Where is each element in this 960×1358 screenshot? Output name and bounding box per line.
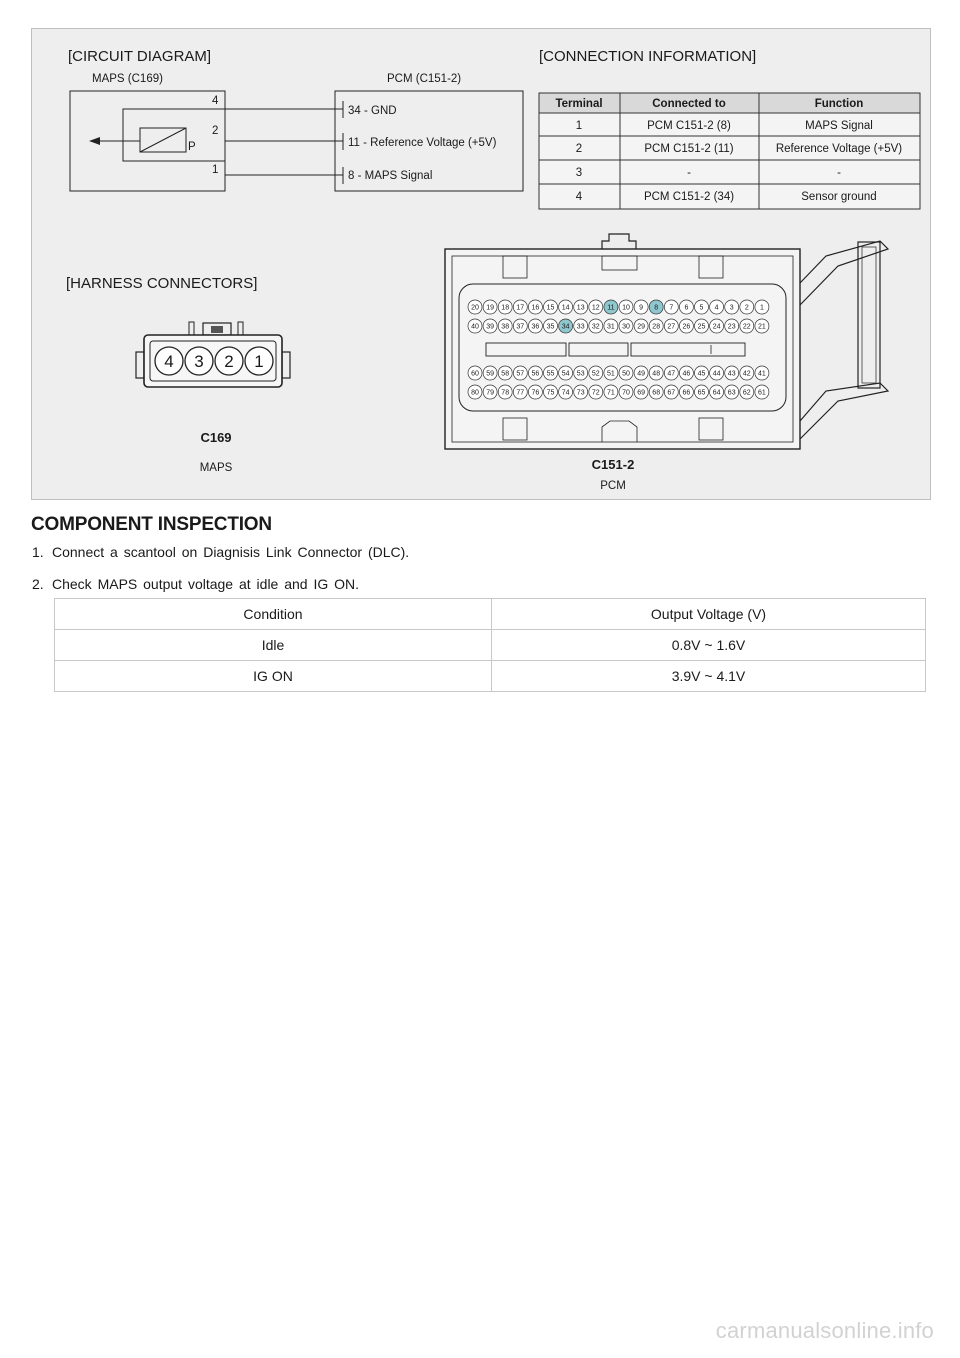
c151-pin-number: 53	[576, 370, 585, 378]
c151-pin-number: 7	[669, 304, 674, 312]
c151-pin-number: 41	[758, 370, 766, 378]
c169-name: C169	[200, 430, 232, 445]
c151-pin-number: 22	[742, 323, 751, 331]
c151-pin-number: 59	[486, 370, 494, 378]
table-header-cell: Condition	[55, 599, 492, 630]
pcm-pin-label: 11 - Reference Voltage (+5V)	[348, 137, 497, 149]
c151-pin-number: 5	[699, 304, 704, 312]
connection-cell: PCM C151-2 (34)	[643, 191, 735, 203]
c151-pin-number: 50	[622, 370, 630, 378]
c151-pin-number: 62	[742, 389, 751, 397]
c151-pin-number: 77	[516, 389, 525, 397]
c151-pin-number: 21	[758, 323, 766, 331]
c151-pin-number: 72	[591, 389, 600, 397]
c151-pin-number: 57	[516, 370, 525, 378]
c151-pin-number: 23	[727, 323, 736, 331]
component-inspection-title: COMPONENT INSPECTION	[31, 514, 272, 535]
step-number: 2.	[32, 576, 44, 592]
c169-connector	[136, 322, 290, 474]
c151-pin-number: 10	[622, 304, 630, 312]
c151-pin-number: 74	[561, 389, 570, 397]
maps-sensor-inner-box	[123, 109, 225, 161]
c151-pin-number: 20	[471, 304, 479, 312]
connection-cell: Reference Voltage (+5V)	[775, 143, 903, 155]
c151-pin-number: 35	[546, 323, 555, 331]
sensor-pin-label: 4	[212, 95, 219, 107]
table-header-cell: Output Voltage (V)	[492, 599, 926, 630]
c151-pin-number: 34	[561, 323, 570, 331]
connection-cell: PCM C151-2 (11)	[644, 143, 734, 155]
connection-header-cell: Terminal	[555, 98, 603, 110]
c151-pin-number: 67	[667, 389, 676, 397]
c151-pin-number: 36	[531, 323, 540, 331]
connection-cell: -	[837, 167, 841, 179]
pcm-pin-label: 34 - GND	[348, 105, 397, 117]
wiring-figure	[31, 28, 931, 500]
table-header-row	[55, 599, 926, 630]
c151-pin-number: 61	[758, 389, 766, 397]
c151-pin-number: 52	[591, 370, 600, 378]
table-row	[55, 661, 926, 692]
c151-pin-number: 66	[682, 389, 691, 397]
connection-cell: Sensor ground	[801, 191, 877, 203]
connection-info-heading: [CONNECTION INFORMATION]	[539, 48, 757, 65]
arrow-head-icon	[89, 137, 100, 145]
c151-pin-number: 18	[501, 304, 510, 312]
table-cell: Idle	[55, 630, 492, 661]
c151-pin-number: 14	[561, 304, 570, 312]
c151-pin-number: 15	[546, 304, 555, 312]
c151-pin-number: 27	[667, 323, 676, 331]
c151-pin-number: 63	[727, 389, 736, 397]
c151-pin-number: 55	[546, 370, 555, 378]
connection-cell: 4	[575, 191, 583, 203]
inspection-steps	[32, 540, 409, 604]
c151-pin-number: 54	[561, 370, 570, 378]
step-text: Check MAPS output voltage at idle and IG ON.	[52, 576, 360, 592]
c151-pin-number: 31	[607, 323, 615, 331]
c151-pin-number: 2	[744, 304, 749, 312]
pcm-pin-label: 8 - MAPS Signal	[348, 170, 433, 182]
c151-pin-number: 79	[486, 389, 494, 397]
c169-pin-number: 2	[224, 352, 234, 371]
c151-pin-number: 69	[637, 389, 645, 397]
c151-pin-number: 73	[576, 389, 585, 397]
c151-pin-number: 19	[486, 304, 494, 312]
maps-sensor-label: MAPS (C169)	[92, 73, 163, 85]
c151-pin-number: 17	[516, 304, 525, 312]
c151-pin-number: 76	[531, 389, 540, 397]
c151-pin-number: 13	[576, 304, 585, 312]
c151-pin-number: 65	[697, 389, 706, 397]
sensor-pin-label: 2	[212, 125, 219, 137]
c151-pin-number: 37	[516, 323, 525, 331]
c151-pin-number: 11	[607, 304, 615, 312]
connection-cell: 1	[575, 120, 583, 132]
c151-pin-number: 70	[622, 389, 630, 397]
c169-pin-number: 1	[254, 352, 264, 371]
c151-pin-number: 46	[682, 370, 691, 378]
harness-connectors-heading: [HARNESS CONNECTORS]	[66, 275, 258, 292]
c151-pin-number: 8	[654, 304, 659, 312]
c151-pin-number: 43	[727, 370, 736, 378]
c151-pin-number: 39	[486, 323, 494, 331]
c151-pin-number: 64	[712, 389, 721, 397]
c151-pin-number: 4	[714, 304, 719, 312]
c151-pin-number: 6	[684, 304, 689, 312]
table-row	[55, 630, 926, 661]
c151-pin-number: 49	[637, 370, 645, 378]
c151-pin-number: 32	[591, 323, 600, 331]
c151-pin-number: 3	[729, 304, 734, 312]
table-cell: 3.9V ~ 4.1V	[492, 661, 926, 692]
step-item	[32, 540, 409, 572]
c151-pin-number: 24	[712, 323, 721, 331]
figure-drawing	[32, 29, 932, 501]
c151-pin-number: 78	[501, 389, 510, 397]
connection-cell: PCM C151-2 (8)	[647, 120, 731, 132]
c151-pin-number: 28	[652, 323, 661, 331]
table-cell: 0.8V ~ 1.6V	[492, 630, 926, 661]
c169-pin-number: 3	[194, 352, 204, 371]
c151-pin-number: 1	[759, 304, 764, 312]
c169-sub: MAPS	[199, 462, 233, 474]
watermark: carmanualsonline.info	[715, 1318, 934, 1343]
c151-pin-number: 58	[501, 370, 510, 378]
c151-pin-number: 40	[471, 323, 479, 331]
c151-name: C151-2	[591, 457, 635, 472]
connection-header-cell: Function	[814, 98, 864, 110]
connection-table	[539, 93, 920, 209]
connection-cell: -	[687, 167, 691, 179]
c151-connector	[445, 234, 888, 492]
c151-pin-number: 12	[591, 304, 600, 312]
c151-pin-number: 60	[471, 370, 479, 378]
c151-pin-number: 75	[546, 389, 555, 397]
c151-pin-number: 68	[652, 389, 661, 397]
circuit-diagram-heading: [CIRCUIT DIAGRAM]	[68, 48, 212, 65]
step-text: Connect a scantool on Diagnisis Link Connector (DLC).	[52, 544, 410, 560]
c151-pin-number: 42	[742, 370, 751, 378]
c151-pin-number: 45	[697, 370, 706, 378]
connection-cell: MAPS Signal	[805, 120, 873, 132]
c151-pin-number: 44	[712, 370, 721, 378]
sensor-symbol-p: P	[188, 141, 196, 153]
output-voltage-table	[54, 598, 926, 692]
connection-cell: 2	[575, 143, 583, 155]
c151-pin-number: 16	[531, 304, 540, 312]
c151-pin-number: 80	[471, 389, 479, 397]
c151-pin-number: 47	[667, 370, 676, 378]
c151-sub: PCM	[600, 480, 626, 492]
c151-pin-number: 33	[576, 323, 585, 331]
pcm-module-label: PCM (C151-2)	[387, 73, 462, 85]
step-number: 1.	[32, 544, 44, 560]
connection-header-cell: Connected to	[652, 98, 726, 110]
c151-pin-number: 26	[682, 323, 691, 331]
c151-pin-number: 51	[607, 370, 615, 378]
c151-pin-number: 29	[637, 323, 645, 331]
c151-pin-number: 38	[501, 323, 510, 331]
c151-pin-number: 48	[652, 370, 661, 378]
c151-pin-number: 56	[531, 370, 540, 378]
c151-pin-number: 25	[697, 323, 706, 331]
c151-pin-number: 71	[607, 389, 615, 397]
c151-pin-number: 9	[639, 304, 644, 312]
sensor-pin-label: 1	[212, 164, 219, 176]
c169-pin-number: 4	[164, 352, 174, 371]
c151-pin-number: 30	[622, 323, 630, 331]
connection-cell: 3	[575, 167, 583, 179]
table-cell: IG ON	[55, 661, 492, 692]
